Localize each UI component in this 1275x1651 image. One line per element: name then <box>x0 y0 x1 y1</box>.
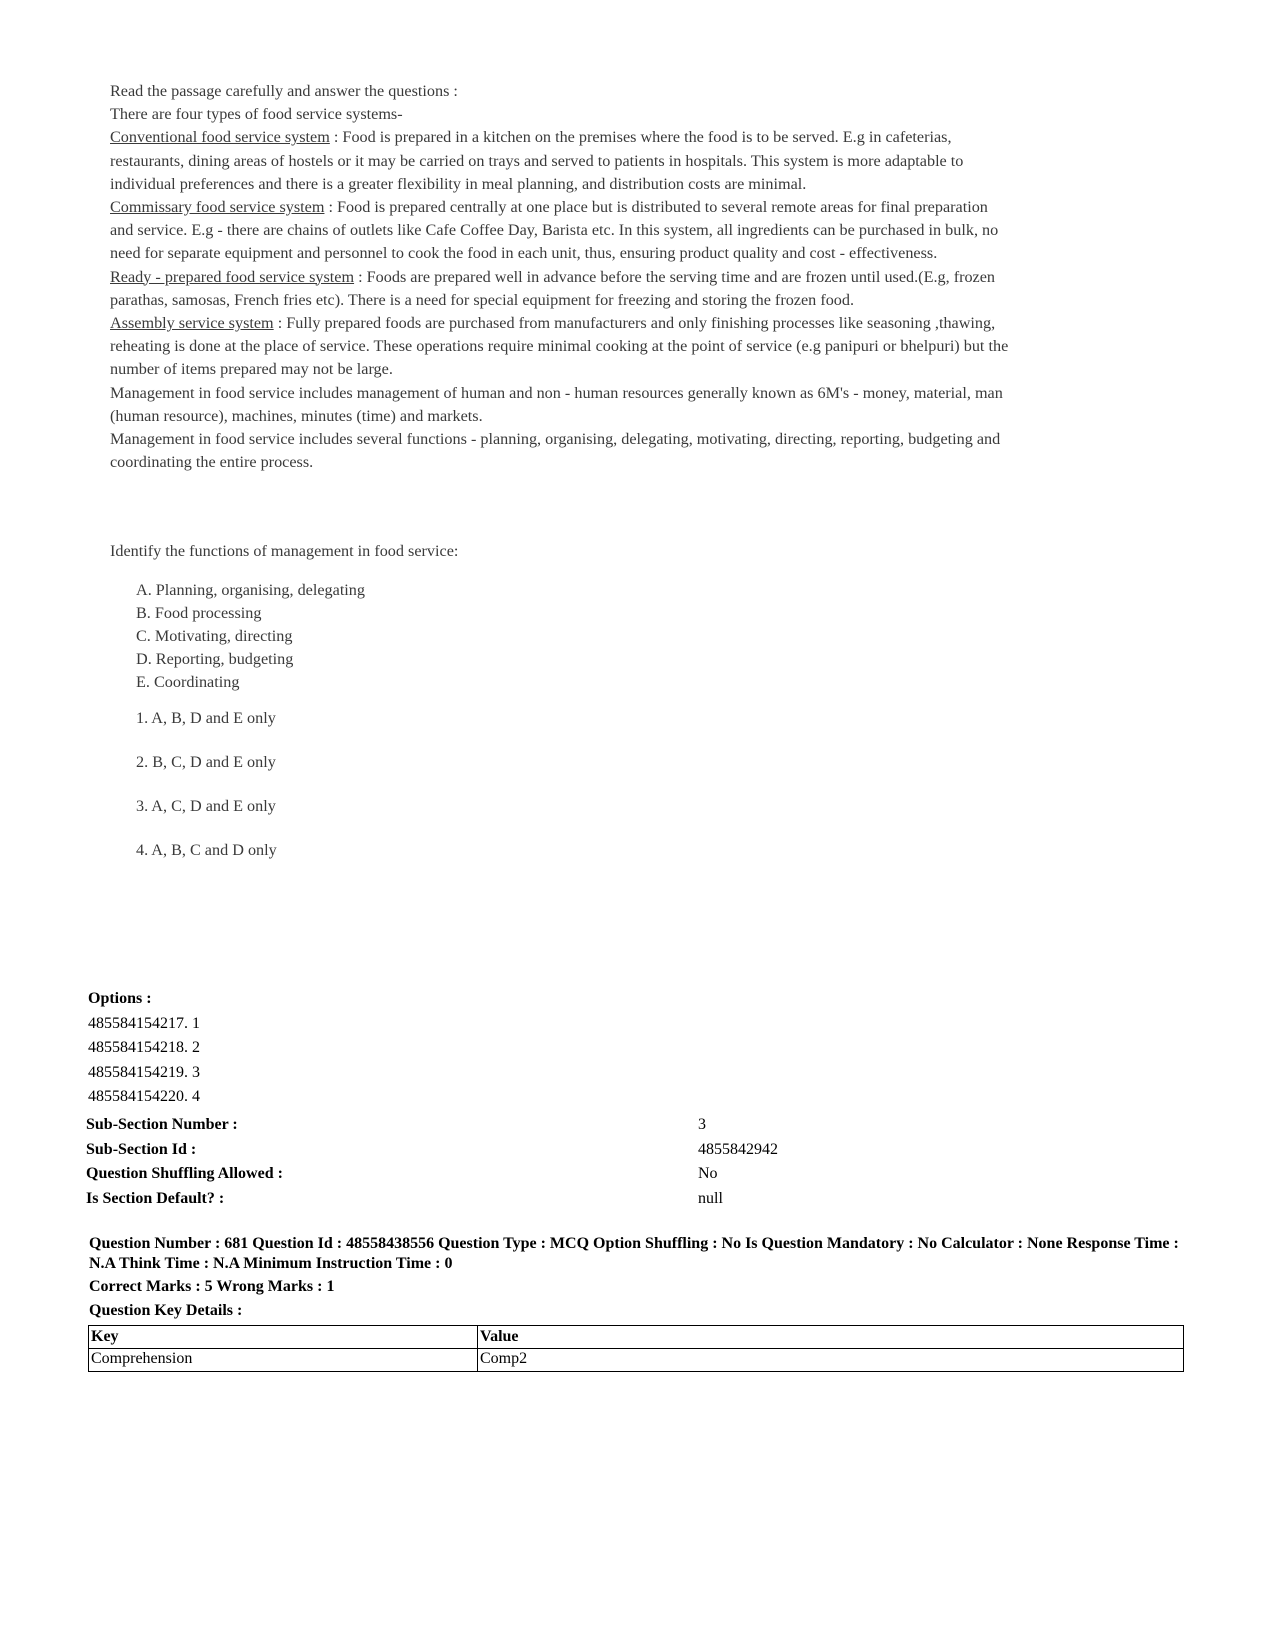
question-marks: Correct Marks : 5 Wrong Marks : 1 <box>89 1278 335 1295</box>
question-key-details-label: Question Key Details : <box>89 1301 243 1319</box>
subsection-row <box>86 1138 1186 1163</box>
key-table-header <box>89 1326 1184 1349</box>
statement-list <box>110 579 1010 694</box>
question-text: Identify the functions of management in food service: <box>110 542 459 561</box>
question-info <box>89 1234 1199 1320</box>
subsection-row <box>86 1162 1186 1187</box>
options-block <box>88 987 200 1110</box>
passage-assembly <box>110 312 1010 382</box>
assembly-label: Assembly service system <box>110 314 274 333</box>
subsection-row <box>86 1187 1186 1212</box>
key-table-header-key: Key <box>89 1326 478 1349</box>
subsection-key: Sub-Section Id : <box>86 1140 197 1158</box>
subsection-value: No <box>698 1165 718 1182</box>
subsection-key: Is Section Default? : <box>86 1189 225 1207</box>
passage-management-functions: Management in food service includes several functions - planning, organising, delegating, motivating, directing, reporting, budgeting and coordinating the entire process. <box>110 430 1001 472</box>
passage-ready-prepared <box>110 266 1010 312</box>
ready-prepared-text: : Foods are prepared well in advance before the serving time and are frozen until used.(E.g, frozen parathas, samosas, French fries etc). There is a need for special equipment for freezing and storing the frozen food. <box>110 267 996 309</box>
commissary-label: Commissary food service system <box>110 198 325 217</box>
passage-types-line: There are four types of food service systems- <box>110 105 403 124</box>
question-info-line: Question Number : 681 Question Id : 48558438556 Question Type : MCQ Option Shuffling : No Is Question Mandatory : No Calculator : None Response Time : N.A Think Time : N.A Minimum Instruction Time : 0 <box>89 1235 1179 1272</box>
value-cell: Comp2 <box>478 1349 1184 1372</box>
key-table <box>88 1325 1184 1372</box>
assembly-text: : Fully prepared foods are purchased from manufacturers and only finishing processes like seasoning ,thawing, reheating is done at the place of service. These operations require minimal cooking at the point of service (e.g panipuri or bhelpuri) but the number of items prepared may not be large. <box>110 314 1009 379</box>
option-item: 485584154219. 3 <box>88 1063 200 1081</box>
option-item: 485584154217. 1 <box>88 1014 200 1032</box>
options-heading: Options : <box>88 990 152 1007</box>
option-item: 485584154218. 2 <box>88 1039 200 1056</box>
passage-management-resources: Management in food service includes management of human and non - human resources generally known as 6M's - money, material, man (human resource), machines, minutes (time) and markets. <box>110 383 1003 425</box>
choice-item: 4. A, B, C and D only <box>136 841 277 860</box>
subsection-value: null <box>698 1189 723 1207</box>
option-item: 485584154220. 4 <box>88 1088 200 1105</box>
statement-item: C. Motivating, directing <box>136 626 293 645</box>
passage-intro: Read the passage carefully and answer the questions : <box>110 82 458 100</box>
conventional-label: Conventional food service system <box>110 128 330 147</box>
statement-item: B. Food processing <box>136 603 262 622</box>
passage-conventional <box>110 126 1010 196</box>
subsection-row <box>86 1113 1186 1138</box>
passage-image <box>110 80 1010 883</box>
choice-item: 2. B, C, D and E only <box>136 752 276 771</box>
choice-item: 1. A, B, D and E only <box>136 708 276 727</box>
table-row <box>89 1349 1184 1372</box>
statement-item: A. Planning, organising, delegating <box>136 580 365 599</box>
conventional-text: : Food is prepared in a kitchen on the premises where the food is to be served. E.g in cafeterias, restaurants, dining areas of hostels or it may be carried on trays and served to patients in hospitals. This system is more adaptable to individual preferences and there is a greater flexibility in meal planning, and distribution costs are minimal. <box>110 128 964 193</box>
choice-list <box>110 707 1010 863</box>
key-cell: Comprehension <box>89 1349 478 1372</box>
key-table-header-value: Value <box>478 1326 1184 1349</box>
statement-item: D. Reporting, budgeting <box>136 649 294 668</box>
ready-prepared-label: Ready - prepared food service system <box>110 267 355 286</box>
passage-commissary <box>110 196 1010 266</box>
subsection-value: 3 <box>698 1116 706 1133</box>
commissary-text: : Food is prepared centrally at one place but is distributed to several remote areas for final preparation and service. E.g - there are chains of outlets like Cafe Coffee Day, Barista etc. In this system, all ingredients can be purchased in bulk, no need for separate equipment and personnel to cook the food in each unit, thus, ensuring product quality and cost - effectiveness. <box>110 198 999 263</box>
subsection-value: 4855842942 <box>698 1140 778 1158</box>
choice-item: 3. A, C, D and E only <box>136 797 276 816</box>
subsection-key: Sub-Section Number : <box>86 1116 238 1133</box>
statement-item: E. Coordinating <box>136 672 240 691</box>
subsection-key: Question Shuffling Allowed : <box>86 1165 283 1182</box>
subsection-info <box>86 1113 1186 1211</box>
